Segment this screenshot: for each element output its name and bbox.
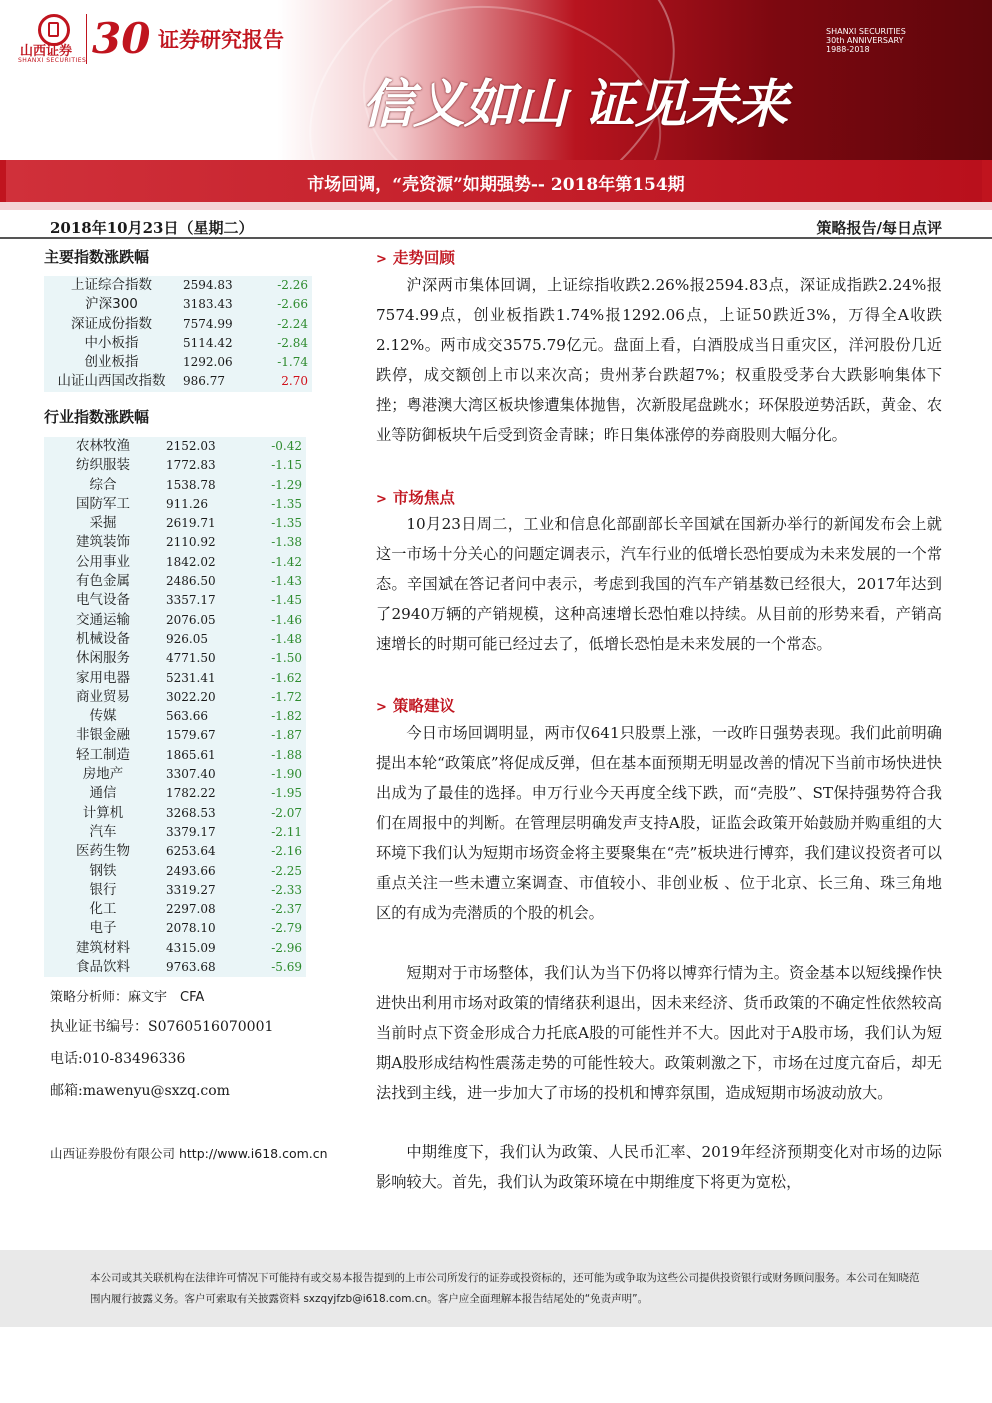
report-type-label: 证券研究报告 [158, 28, 284, 52]
index-name: 房地产 [82, 766, 124, 783]
index-name: 轻工制造 [76, 746, 130, 763]
index-change: -1.62 [271, 670, 302, 685]
table-row [44, 295, 312, 314]
table-row [44, 353, 312, 372]
index-table [44, 276, 312, 392]
index-name: 深证成份指数 [71, 315, 152, 332]
table-row [44, 688, 306, 707]
table-row [44, 372, 312, 391]
table-row [44, 456, 306, 475]
section-heading-strategy [376, 694, 455, 716]
index-change: -1.48 [271, 631, 302, 646]
index-change: -0.42 [271, 439, 302, 453]
index-value: 1782.22 [166, 786, 216, 801]
index-change: -1.87 [271, 728, 302, 743]
company-website[interactable]: 山西证券股份有限公司 http://www.i618.com.cn [50, 1146, 328, 1161]
index-name: 有色金属 [76, 573, 130, 590]
index-change: -2.11 [271, 824, 302, 839]
index-value: 3022.20 [166, 689, 216, 704]
index-name: 采掘 [89, 515, 117, 532]
index-change: 2.70 [281, 374, 308, 389]
table-row [44, 919, 306, 938]
index-value: 926.05 [166, 631, 208, 646]
chevron-right-icon: > [376, 492, 387, 507]
paragraph-review: 沪深两市集体回调，上证综指收跌2.26%报2594.83点，深证成指跌2.24%报7574.99点，创业板指跌1.74%报1292.06点，上证50跌近3%，万得全A收跌2.12%。两市成交3575.79亿元。盘面上看，白酒股成当日重灾区，洋河股份几近跌停，成交额创上市以来次高；贵州茅台跌超7%；权重股受茅台大跌影响集体下挫；粤港澳大湾区板块惨遭集体抛售，次新股尾盘跳水；环保股逆势活跃，黄金、农业等防御板块午后受到资金青睐；昨日集体涨停的券商股则大幅分化。 [376, 276, 942, 444]
slogan: 信义如山 证见未来 [362, 74, 788, 135]
table-row [44, 630, 306, 649]
index-value: 1579.67 [166, 728, 216, 743]
index-value: 1865.61 [166, 747, 216, 762]
section-heading-text: 走势回顾 [392, 249, 455, 267]
logo-company-name: 山西证券 [20, 44, 73, 59]
phone-number: 电话:010-83496336 [50, 1051, 186, 1067]
table-row [44, 726, 306, 745]
table-row [44, 276, 312, 295]
index-change: -1.29 [271, 477, 302, 492]
index-name: 沪深300 [85, 296, 138, 313]
index-name: 医药生物 [76, 843, 130, 860]
index-change: -2.84 [277, 335, 308, 350]
table-row [44, 334, 312, 353]
index-change: -2.37 [271, 902, 302, 917]
paragraph-strategy-3: 中期维度下，我们认为政策、人民币汇率、2019年经济预期变化对市场的边际影响较大。首先，我们认为政策环境在中期维度下将更为宽松， [376, 1143, 942, 1191]
index-value: 3268.53 [166, 805, 216, 820]
index-name: 商业贸易 [76, 688, 130, 705]
index-change: -2.07 [271, 805, 302, 820]
logo-company-name-en: SHANXI SECURITIES [18, 57, 87, 64]
index-value: 7574.99 [183, 316, 233, 331]
index-value: 911.26 [166, 496, 208, 511]
section-heading-review [376, 246, 455, 268]
analyst-name: 策略分析师：麻文宇 CFA [50, 990, 205, 1005]
table-row [44, 823, 306, 842]
table-row [44, 707, 306, 726]
index-value: 563.66 [166, 709, 208, 724]
index-name: 综合 [89, 476, 117, 493]
index-name: 中小板指 [84, 334, 139, 351]
index-name: 创业板指 [84, 354, 139, 371]
index-value: 2486.50 [166, 574, 216, 589]
index-change: -2.66 [277, 297, 308, 312]
index-change: -1.95 [271, 786, 302, 801]
table-row [44, 842, 306, 861]
index-name: 银行 [89, 881, 117, 898]
index-name: 传媒 [89, 708, 117, 725]
index-name: 计算机 [82, 804, 124, 821]
index-value: 5114.42 [183, 335, 233, 350]
index-name: 钢铁 [89, 862, 117, 879]
paragraph-strategy-2: 短期对于市场整体，我们认为当下仍将以博弈行情为主。资金基本以短线操作快进快出利用市场对政策的情绪获利退出，因未来经济、货币政策的不确定性依然较高当前时点下资金形成合力托底A股的可能性并不大。因此对于A股市场，我们认为短期A股形成结构性震荡走势的可能性较大。政策刺激之下，市场在过度亢奋后，却无法找到主线，进一步加大了市场的投机和博弈氛围，造成短期市场波动放大。 [376, 964, 942, 1102]
report-category: 策略报告/每日点评 [816, 219, 942, 237]
index-value: 2110.92 [166, 535, 216, 550]
header-banner [0, 0, 992, 160]
index-change: -1.45 [271, 593, 302, 608]
index-value: 4315.09 [166, 940, 216, 955]
industry-table [44, 437, 306, 977]
index-change: -2.26 [277, 278, 308, 292]
index-value: 3307.40 [166, 767, 216, 782]
index-value: 2594.83 [183, 278, 233, 292]
index-change: -1.50 [271, 651, 302, 666]
index-change: -1.15 [271, 458, 302, 473]
index-change: -2.16 [271, 844, 302, 859]
paragraph-strategy-1: 今日市场回调明显，两市仅641只股票上涨，一改昨日强势表现。我们此前明确提出本轮“政策底”将促成反弹，但在基本面预期无明显改善的情况下当前市场快进快出成为了最佳的选择。申万行业今天再度全线下跌，而“壳股”、ST保持强势符合我们在周报中的判断。在管理层明确发声支持A股，证监会政策开始鼓励并购重组的大环境下我们认为短期市场资金将主要聚集在“壳”板块进行博弈，我们建议投资者可以重点关注一些未遭立案调查、市值较小、非创业板 、位于北京、长三角、珠三角地区的有成为壳潜质的个股的机会。 [376, 724, 942, 922]
table-row [44, 476, 306, 495]
table-row [44, 437, 306, 456]
table-row [44, 862, 306, 881]
index-change: -1.74 [277, 355, 308, 370]
index-name: 建筑材料 [76, 939, 130, 956]
anniversary-line: 30th ANNIVERSARY [826, 36, 904, 45]
table-row [44, 533, 306, 552]
index-value: 2078.10 [166, 921, 216, 936]
title-strip [0, 202, 992, 210]
table-row [44, 784, 306, 803]
chevron-right-icon: > [376, 252, 387, 267]
table-row [44, 514, 306, 533]
section-heading-focus [376, 486, 455, 508]
index-table-title: 主要指数涨跌幅 [44, 248, 150, 266]
index-name: 休闲服务 [76, 650, 130, 667]
index-name: 非银金融 [76, 727, 130, 744]
index-value: 2493.66 [166, 863, 216, 878]
index-value: 1842.02 [166, 554, 216, 569]
index-change: -2.96 [271, 940, 302, 955]
index-name: 电气设备 [76, 592, 130, 609]
index-name: 食品饮料 [76, 959, 130, 976]
index-name: 山证山西国改指数 [57, 373, 166, 390]
table-row [44, 669, 306, 688]
index-change: -1.82 [271, 709, 302, 724]
chevron-right-icon: > [376, 700, 387, 715]
index-value: 3319.27 [166, 882, 216, 897]
logo-divider [86, 14, 87, 64]
index-change: -1.90 [271, 767, 302, 782]
index-value: 1538.78 [166, 477, 216, 492]
table-row [44, 553, 306, 572]
table-row [44, 958, 306, 977]
index-name: 家用电器 [76, 669, 130, 686]
table-row [44, 765, 306, 784]
table-row [44, 939, 306, 958]
index-value: 9763.68 [166, 960, 216, 975]
table-row [44, 649, 306, 668]
index-change: -1.42 [271, 554, 302, 569]
report-title: 市场回调，“壳资源”如期强势-- 2018年第154期 [307, 175, 685, 195]
table-row [44, 804, 306, 823]
index-value: 6253.64 [166, 844, 216, 859]
index-change: -2.33 [271, 882, 302, 897]
index-change: -5.69 [271, 960, 302, 975]
index-name: 国防军工 [76, 495, 130, 512]
index-change: -1.35 [271, 496, 302, 511]
index-value: 2297.08 [166, 902, 216, 917]
index-name: 交通运输 [76, 611, 130, 628]
index-name: 汽车 [89, 823, 117, 840]
index-change: -2.79 [271, 921, 302, 936]
index-change: -1.88 [271, 747, 302, 762]
index-change: -1.35 [271, 516, 302, 531]
index-value: 4771.50 [166, 651, 216, 666]
index-name: 上证综合指数 [71, 277, 152, 293]
table-row [44, 881, 306, 900]
index-value: 3379.17 [166, 824, 216, 839]
industry-table-title: 行业指数涨跌幅 [44, 408, 150, 426]
table-row [44, 591, 306, 610]
table-row [44, 495, 306, 514]
report-date: 2018年10月23日（星期二） [50, 219, 254, 237]
index-change: -2.25 [271, 863, 302, 878]
table-row [44, 572, 306, 591]
index-name: 电子 [89, 920, 117, 937]
index-change: -1.38 [271, 535, 302, 550]
section-heading-text: 市场焦点 [392, 489, 455, 507]
index-name: 公用事业 [76, 553, 130, 570]
index-change: -1.46 [271, 612, 302, 627]
anniversary-logo: 30 [92, 14, 151, 63]
index-value: 1292.06 [183, 355, 233, 370]
anniversary-line: SHANXI SECURITIES [826, 27, 906, 36]
section-heading-text: 策略建议 [392, 697, 455, 715]
index-name: 农林牧渔 [76, 438, 130, 454]
table-row [44, 611, 306, 630]
anniversary-badge [826, 27, 918, 54]
index-value: 2152.03 [166, 439, 216, 453]
table-row [44, 900, 306, 919]
index-name: 建筑装饰 [76, 534, 130, 551]
index-value: 3183.43 [183, 297, 233, 312]
table-row [44, 746, 306, 765]
index-name: 机械设备 [76, 630, 130, 647]
certificate-number: 执业证书编号：S0760516070001 [50, 1019, 274, 1035]
email-link[interactable]: 邮箱:mawenyu@sxzq.com [50, 1083, 230, 1099]
index-name: 纺织服装 [76, 457, 130, 474]
index-value: 2619.71 [166, 516, 216, 531]
index-change: -1.43 [271, 574, 302, 589]
index-value: 1772.83 [166, 458, 216, 473]
table-row [44, 315, 312, 334]
header-divider [0, 237, 992, 239]
index-value: 986.77 [183, 374, 225, 389]
index-change: -1.72 [271, 689, 302, 704]
index-value: 3357.17 [166, 593, 216, 608]
anniversary-line: 1988-2018 [826, 45, 870, 54]
index-name: 通信 [89, 785, 117, 802]
index-value: 2076.05 [166, 612, 216, 627]
footer-disclaimer: 本公司或其关联机构在法律许可情况下可能持有或交易本报告提到的上市公司所发行的证券或投资标的，还可能为或争取为这些公司提供投资银行或财务顾问服务。本公司在知晓范围内履行披露义务。客户可索取有关披露资料 sxzqyjfzb@i618.com.cn。客户应全面理解本报告结尾处的“免责声明”。 [90, 1272, 920, 1305]
index-value: 5231.41 [166, 670, 216, 685]
index-name: 化工 [89, 901, 117, 918]
index-change: -2.24 [277, 316, 308, 331]
paragraph-focus: 10月23日周二，工业和信息化部副部长辛国斌在国新办举行的新闻发布会上就这一市场十分关心的问题定调表示，汽车行业的低增长恐怕要成为未来发展的一个常态。辛国斌在答记者问中表示，考虑到我国的汽车产销基数已经很大，2017年达到了2940万辆的产销规模，这种高速增长恐怕难以持续。从目前的形势来看，产销高速增长的时期可能已经过去了，低增长恐怕是未来发展的一个常态。 [376, 515, 942, 653]
